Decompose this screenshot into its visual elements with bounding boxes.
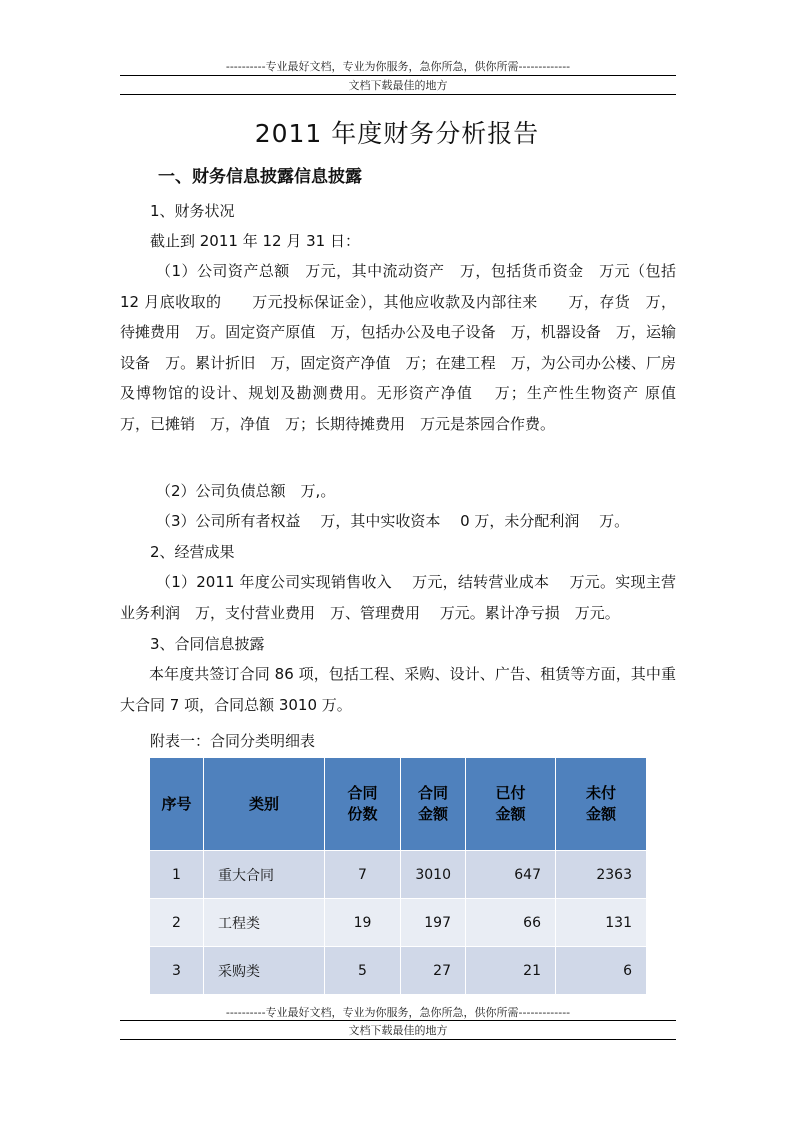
paragraph-operations: [120, 567, 676, 628]
table-row: [150, 899, 647, 947]
page-header-text: ----------专业最好文档，专业为你服务，急你所急，供你所需-------------: [225, 60, 571, 73]
page-footer-subtext: 文档下载最佳的地方: [348, 1024, 448, 1037]
cell-count: 5: [325, 947, 401, 995]
cell-paid: 66: [466, 899, 556, 947]
cell-index: 3: [150, 947, 204, 995]
cell-amount: 197: [401, 899, 466, 947]
section-heading-1: 一、财务信息披露信息披露: [158, 167, 362, 187]
page-header-subtext: 文档下载最佳的地方: [348, 79, 448, 92]
table-caption: 附表一：合同分类明细表: [150, 732, 316, 750]
subsection-operating-results: 2、经营成果: [150, 543, 235, 561]
th-category-text: 类别: [248, 794, 279, 813]
subsection-contracts: 3、合同信息披露: [150, 635, 265, 653]
cell-index: 1: [150, 851, 204, 899]
cell-amount: 27: [401, 947, 466, 995]
table-header-row: [150, 758, 647, 851]
paragraph-assets: [120, 256, 696, 439]
th-paid: [466, 758, 556, 851]
table-row: [150, 851, 647, 899]
page-footer-text: ----------专业最好文档，专业为你服务，急你所急，供你所需-------------: [225, 1006, 571, 1019]
header-rule-bottom: [120, 94, 676, 95]
th-category: [204, 758, 325, 851]
cell-unpaid: 2363: [556, 851, 647, 899]
cell-unpaid: 131: [556, 899, 647, 947]
th-paid-text: 已付 金额: [495, 784, 526, 823]
table-row: [150, 947, 647, 995]
th-index-text: 序号: [161, 794, 192, 813]
paragraph-assets-text: （1）公司资产总额 万元，其中流动资产 万，包括货币资金 万元（包括 12 月底收取的 万元投标保证金），其他应收款及内部往来 万，存货 万，待摊费用 万。固定资产原值 万，包括办公及电子设备 万，机器设备 万，运输设备 万。累计折旧 万，固定资产净值 万；在建工程 万，为公司办公楼、厂房及博物馆的设计、规划及勘测费用。无形资产净值 万；生产性生物资产 原值 万，已摊销 万，净值 万；长期待摊费用 万元是茶园合作费。: [120, 262, 696, 433]
th-count-text: 合同 份数: [347, 784, 378, 823]
contract-table: [149, 757, 647, 995]
header-rule-top: [120, 75, 676, 76]
cell-unpaid: 6: [556, 947, 647, 995]
cell-amount: 3010: [401, 851, 466, 899]
th-unpaid-text: 未付 金额: [585, 784, 616, 823]
th-amount-text: 合同 金额: [417, 784, 448, 823]
paragraph-equity: （3）公司所有者权益 万，其中实收资本 0 万，未分配利润 万。: [156, 512, 630, 530]
th-index: [150, 758, 204, 851]
th-count: [325, 758, 401, 851]
footer-rule-top: [120, 1020, 676, 1021]
th-amount: [401, 758, 466, 851]
th-unpaid: [556, 758, 647, 851]
as-of-date: 截止到 2011 年 12 月 31 日：: [150, 232, 360, 250]
paragraph-contracts: [120, 659, 676, 720]
subsection-financial-status: 1、财务状况: [150, 202, 235, 220]
cell-category: 采购类: [204, 947, 325, 995]
document-title: 2011 年度财务分析报告: [254, 119, 540, 148]
paragraph-contracts-text: 本年度共签订合同 86 项，包括工程、采购、设计、广告、租赁等方面，其中重大合同 7 项，合同总额 3010 万。: [120, 665, 676, 714]
paragraph-liabilities: （2）公司负债总额 万,。: [156, 482, 336, 500]
paragraph-operations-text: （1）2011 年度公司实现销售收入 万元，结转营业成本 万元。实现主营业务利润 万，支付营业费用 万、管理费用 万元。累计净亏损 万元。: [120, 573, 676, 622]
cell-category: 重大合同: [204, 851, 325, 899]
cell-category: 工程类: [204, 899, 325, 947]
cell-index: 2: [150, 899, 204, 947]
cell-paid: 21: [466, 947, 556, 995]
cell-count: 19: [325, 899, 401, 947]
cell-paid: 647: [466, 851, 556, 899]
footer-rule-bottom: [120, 1039, 676, 1040]
cell-count: 7: [325, 851, 401, 899]
